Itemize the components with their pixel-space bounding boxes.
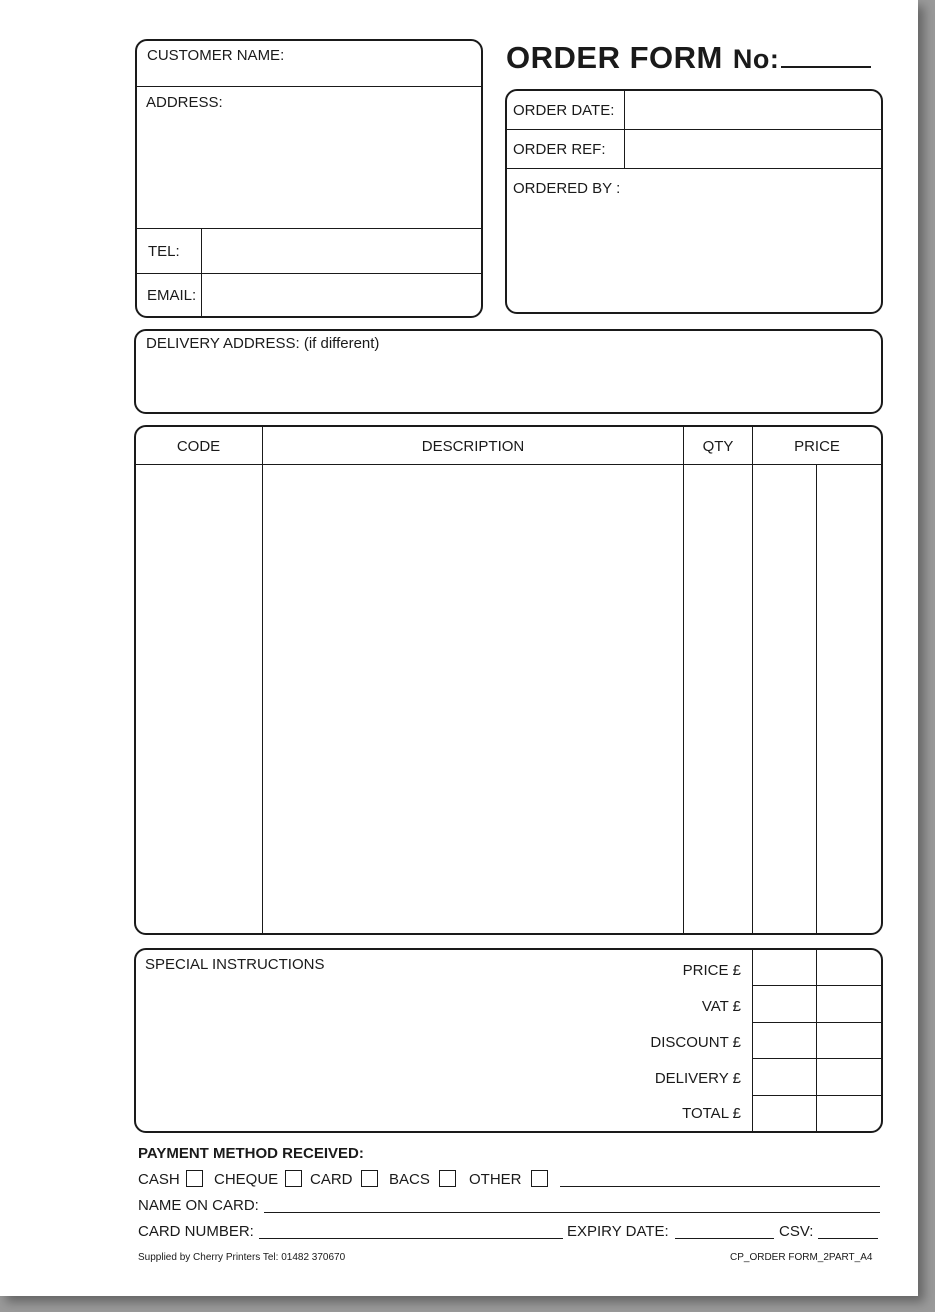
address-label: ADDRESS: <box>146 94 223 111</box>
vat-total-label: VAT £ <box>701 998 741 1015</box>
expiry-date-label: EXPIRY DATE: <box>567 1223 669 1240</box>
price-total-label: PRICE £ <box>682 962 741 979</box>
name-on-card-label: NAME ON CARD: <box>138 1197 259 1214</box>
price-header: PRICE <box>794 438 840 455</box>
expiry-date-line[interactable] <box>675 1238 774 1239</box>
form-code-footer: CP_ORDER FORM_2PART_A4 <box>730 1252 873 1263</box>
card-label: CARD <box>310 1171 353 1188</box>
csv-label: CSV: <box>779 1223 814 1240</box>
supplier-footer: Supplied by Cherry Printers Tel: 01482 370670 <box>138 1252 346 1263</box>
instructions-totals-box <box>134 948 883 1133</box>
other-checkbox[interactable] <box>531 1170 548 1187</box>
csv-line[interactable] <box>818 1238 878 1239</box>
cash-checkbox[interactable] <box>186 1170 203 1187</box>
cheque-checkbox[interactable] <box>285 1170 302 1187</box>
order-details-box <box>505 89 883 314</box>
bacs-label: BACS <box>389 1171 430 1188</box>
name-on-card-line[interactable] <box>264 1212 880 1213</box>
tel-label: TEL: <box>148 243 180 260</box>
discount-total-label: DISCOUNT £ <box>650 1034 741 1051</box>
customer-name-label: CUSTOMER NAME: <box>147 47 285 64</box>
card-checkbox[interactable] <box>361 1170 378 1187</box>
delivery-address-label: DELIVERY ADDRESS: (if different) <box>146 335 380 352</box>
other-method-line[interactable] <box>560 1186 880 1187</box>
bacs-checkbox[interactable] <box>439 1170 456 1187</box>
card-number-line[interactable] <box>259 1238 563 1239</box>
order-ref-label: ORDER REF: <box>513 141 606 158</box>
special-instructions-label: SPECIAL INSTRUCTIONS <box>145 956 325 973</box>
order-number-line[interactable] <box>781 66 871 68</box>
payment-method-heading: PAYMENT METHOD RECEIVED: <box>138 1145 364 1162</box>
order-form-title: ORDER FORM No: <box>506 40 871 76</box>
grand-total-label: TOTAL £ <box>682 1105 741 1122</box>
description-header: DESCRIPTION <box>421 438 525 455</box>
cash-label: CASH <box>138 1171 180 1188</box>
order-date-label: ORDER DATE: <box>513 102 615 119</box>
email-label: EMAIL: <box>147 287 197 304</box>
qty-header: QTY <box>702 438 734 455</box>
other-label: OTHER <box>469 1171 522 1188</box>
order-number-label: No: <box>732 44 780 74</box>
items-table <box>134 425 883 935</box>
code-header: CODE <box>176 438 221 455</box>
ordered-by-label: ORDERED BY : <box>513 180 621 197</box>
delivery-total-label: DELIVERY £ <box>654 1070 741 1087</box>
card-number-label: CARD NUMBER: <box>138 1223 254 1240</box>
cheque-label: CHEQUE <box>214 1171 279 1188</box>
customer-box <box>135 39 483 318</box>
